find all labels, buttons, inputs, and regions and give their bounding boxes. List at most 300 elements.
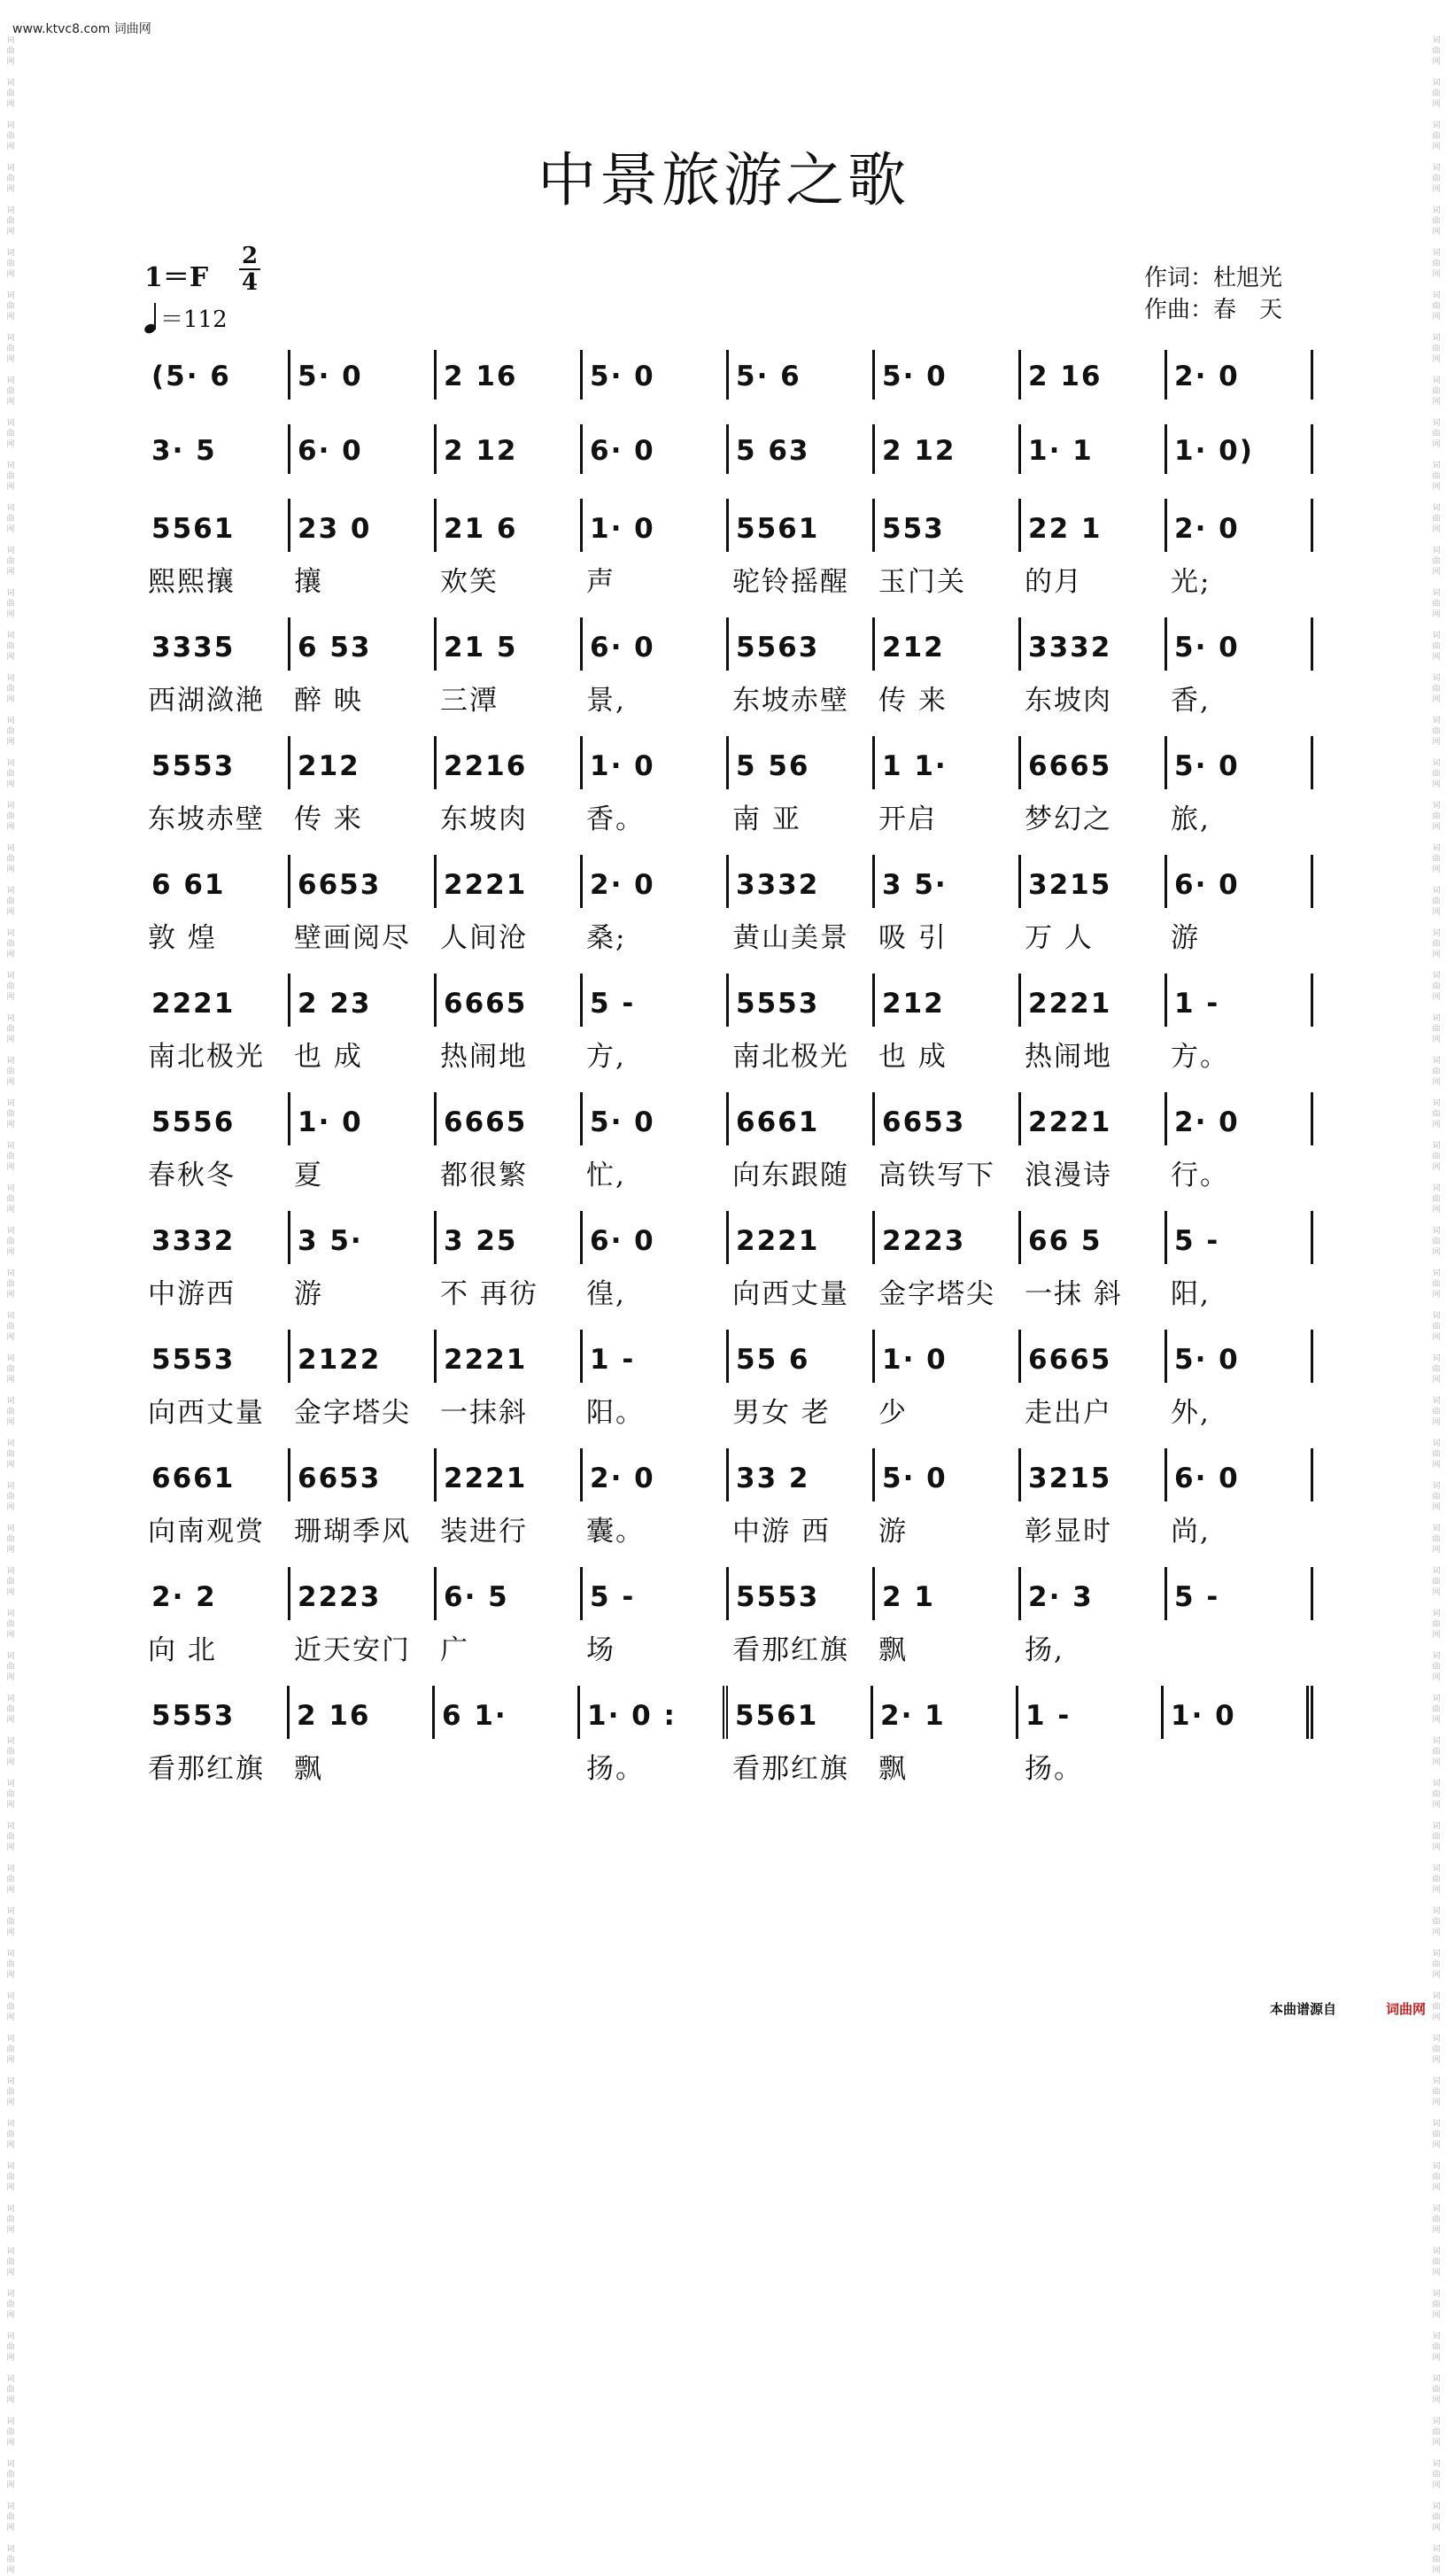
composer-credit: 作曲：春 天: [1144, 297, 1283, 323]
lyrics-row: [144, 1027, 1313, 1080]
measure: [729, 855, 875, 908]
measure: [583, 1567, 729, 1620]
measure-notes: 2 12: [444, 435, 518, 467]
lyric-segment: 开启: [878, 803, 937, 835]
lyric-segment: 也 成: [294, 1040, 363, 1073]
measure: [1021, 974, 1167, 1027]
lyric-segment: 扬。: [586, 1752, 645, 1785]
lyric-segment: 忙,: [586, 1159, 626, 1191]
score-system: [144, 1092, 1313, 1211]
measure: [144, 350, 290, 400]
measure-notes: 5 -: [1174, 1581, 1220, 1613]
lyrics-row: [144, 908, 1313, 961]
measure-notes: 2223: [882, 1225, 966, 1257]
time-signature-bottom: 4: [241, 269, 259, 296]
measure-notes: 3 25: [444, 1225, 518, 1257]
lyric-segment: 热闹地: [440, 1040, 528, 1073]
time-signature: [239, 244, 260, 294]
lyric-segment: 阳。: [586, 1396, 645, 1429]
notation-row: [144, 1448, 1313, 1501]
footer-source: 本曲谱源自: [1269, 2001, 1336, 2017]
lyrics-row: [144, 671, 1313, 724]
lyrics-row: [144, 789, 1313, 842]
score-system: [144, 1211, 1313, 1330]
lyrics-row: [144, 552, 1313, 605]
notation-row: [144, 974, 1313, 1027]
lyric-segment: 三潭: [440, 684, 499, 717]
measure: [290, 1686, 435, 1739]
measure-notes: 6 61: [151, 869, 226, 901]
lyric-segment: 传 来: [878, 684, 948, 717]
lyric-segment: 飘: [878, 1752, 908, 1785]
measure: [875, 1330, 1021, 1383]
lyric-segment: 装进行: [440, 1515, 528, 1548]
measure-notes: 5553: [151, 1344, 236, 1376]
measure: [144, 1092, 290, 1145]
lyric-segment: 不 再彷: [440, 1277, 538, 1310]
measure-notes: (5· 6: [151, 361, 231, 392]
measure: [144, 1567, 290, 1620]
measure: [875, 1448, 1021, 1501]
measure: [437, 1567, 583, 1620]
measure-notes: 2· 0: [1174, 513, 1240, 545]
measure: [875, 617, 1021, 671]
lyric-segment: 向西丈量: [732, 1277, 849, 1310]
measure-notes: 6661: [151, 1463, 236, 1494]
measure-notes: 6653: [298, 1463, 382, 1494]
lyric-segment: 东坡肉: [440, 803, 528, 835]
measure-notes: 6· 5: [444, 1581, 509, 1613]
lyric-segment: 游: [1171, 921, 1200, 954]
measure-notes: 5· 6: [736, 361, 801, 392]
lyric-segment: 南 亚: [732, 803, 801, 835]
measure: [437, 1092, 583, 1145]
measure: [290, 1092, 437, 1145]
measure-notes: 3· 5: [151, 435, 217, 467]
measure: [144, 1448, 290, 1501]
lyric-segment: 声: [586, 565, 615, 598]
score-system: [144, 855, 1313, 974]
measure: [437, 1330, 583, 1383]
time-signature-top: 2: [241, 243, 259, 269]
measure: [290, 617, 437, 671]
measure: [144, 1330, 290, 1383]
lyrics-row: [144, 1383, 1313, 1436]
lyric-segment: 万 人: [1025, 921, 1094, 954]
measure: [728, 1686, 873, 1739]
measure-notes: 6· 0: [298, 435, 363, 467]
score-system: [144, 1330, 1313, 1448]
measure: [873, 1686, 1018, 1739]
notation-row: [144, 1686, 1313, 1739]
measure-notes: 55 6: [736, 1344, 810, 1376]
measure-notes: 23 0: [298, 513, 372, 545]
measure: [729, 350, 875, 400]
measure-notes: 2221: [1028, 988, 1112, 1020]
measure: [1021, 1448, 1167, 1501]
measure: [1021, 1211, 1167, 1264]
score-system: [144, 1567, 1313, 1686]
notation-row: [144, 736, 1313, 789]
measure: [729, 617, 875, 671]
lyric-segment: 也 成: [878, 1040, 948, 1073]
lyric-segment: 尚,: [1171, 1515, 1211, 1548]
measure-notes: 1· 1: [1028, 435, 1094, 467]
measure: [1167, 736, 1313, 789]
measure-notes: 5 56: [736, 750, 810, 782]
measure: [1167, 1448, 1313, 1501]
measure: [1021, 1092, 1167, 1145]
measure-notes: 6· 0: [1174, 1463, 1240, 1494]
measure-notes: 3 5·: [882, 869, 948, 901]
measure-notes: 5· 0: [1174, 750, 1240, 782]
measure: [583, 499, 729, 552]
measure-notes: 5 -: [1174, 1225, 1220, 1257]
score: [144, 350, 1313, 1804]
lyric-segment: 囊。: [586, 1515, 645, 1548]
measure: [290, 1330, 437, 1383]
site-header: www.ktvc8.com 词曲网: [12, 22, 151, 36]
measure-notes: 1· 0: [882, 1344, 948, 1376]
measure: [875, 350, 1021, 400]
measure: [144, 1211, 290, 1264]
measure: [1018, 1686, 1164, 1739]
lyric-segment: 行。: [1171, 1159, 1229, 1191]
lyric-segment: 看那红旗: [148, 1752, 265, 1785]
measure-notes: 1 -: [1174, 988, 1220, 1020]
measure-notes: 3215: [1028, 869, 1112, 901]
measure: [437, 617, 583, 671]
measure: [144, 424, 290, 474]
lyric-segment: 看那红旗: [732, 1752, 849, 1785]
measure-notes: 5· 0: [1174, 1344, 1240, 1376]
score-system: [144, 1448, 1313, 1567]
measure: [1167, 617, 1313, 671]
measure: [437, 1448, 583, 1501]
measure: [1164, 1686, 1313, 1739]
lyric-segment: 中游西: [148, 1277, 236, 1310]
measure: [875, 1211, 1021, 1264]
measure: [1021, 736, 1167, 789]
lyric-segment: 人间沧: [440, 921, 528, 954]
measure-notes: 2 16: [1028, 361, 1103, 392]
measure-notes: 3332: [736, 869, 820, 901]
footer: [1270, 1999, 1426, 2018]
score-system: [144, 350, 1313, 424]
measure-notes: 5553: [736, 1581, 820, 1613]
measure: [290, 974, 437, 1027]
measure: [1167, 424, 1313, 474]
measure: [437, 350, 583, 400]
measure: [729, 1448, 875, 1501]
measure-notes: 6653: [298, 869, 382, 901]
measure-notes: 6665: [1028, 1344, 1112, 1376]
lyric-segment: 旅,: [1171, 803, 1211, 835]
measure-notes: 3332: [1028, 632, 1112, 663]
lyric-segment: 游: [878, 1515, 908, 1548]
measure: [290, 424, 437, 474]
measure: [583, 1330, 729, 1383]
lyric-segment: 向南观赏: [148, 1515, 265, 1548]
measure-notes: 6665: [444, 988, 528, 1020]
measure: [729, 974, 875, 1027]
measure: [1167, 1092, 1313, 1145]
lyric-segment: 珊瑚季风: [294, 1515, 411, 1548]
lyrics-row: [144, 1264, 1313, 1317]
measure: [144, 855, 290, 908]
measure: [1021, 855, 1167, 908]
measure: [1021, 1330, 1167, 1383]
measure-notes: 212: [298, 750, 360, 782]
measure-notes: 6· 0: [590, 1225, 655, 1257]
measure: [583, 1448, 729, 1501]
measure: [437, 1211, 583, 1264]
footer-brand: 词曲网: [1385, 2001, 1426, 2017]
score-system: [144, 424, 1313, 499]
measure: [435, 1686, 580, 1739]
measure-notes: 1· 0): [1174, 435, 1254, 467]
measure: [875, 1567, 1021, 1620]
lyric-segment: 向东跟随: [732, 1159, 849, 1191]
measure: [290, 855, 437, 908]
measure: [1021, 1567, 1167, 1620]
measure-notes: 2· 0: [590, 869, 655, 901]
notation-row: [144, 499, 1313, 552]
measure: [144, 499, 290, 552]
key-signature: 1＝F: [144, 262, 209, 293]
lyric-segment: 攘: [294, 565, 323, 598]
measure: [290, 1567, 437, 1620]
lyric-segment: 香。: [586, 803, 645, 835]
measure: [290, 1211, 437, 1264]
measure-notes: 6· 0: [1174, 869, 1240, 901]
measure-notes: 5· 0: [882, 361, 948, 392]
measure: [1167, 855, 1313, 908]
lyric-segment: 醉 映: [294, 684, 363, 717]
notation-row: [144, 350, 1313, 400]
measure: [729, 499, 875, 552]
lyric-segment: 一抹斜: [440, 1396, 528, 1429]
measure: [583, 974, 729, 1027]
measure-notes: 21 6: [444, 513, 518, 545]
lyric-segment: 近天安门: [294, 1633, 411, 1666]
notation-row: [144, 1567, 1313, 1620]
measure-notes: 2 12: [882, 435, 956, 467]
measure-notes: 212: [882, 988, 945, 1020]
measure: [437, 424, 583, 474]
lyric-segment: 向西丈量: [148, 1396, 265, 1429]
measure-notes: 5 -: [590, 988, 636, 1020]
tempo-value: ＝112: [160, 306, 228, 333]
lyric-segment: 南北极光: [732, 1040, 849, 1073]
lyrics-row: [144, 1620, 1313, 1673]
measure: [583, 736, 729, 789]
lyric-segment: 方,: [586, 1040, 626, 1073]
lyric-segment: 传 来: [294, 803, 363, 835]
lyric-segment: 飘: [878, 1633, 908, 1666]
lyric-segment: 春秋冬: [148, 1159, 236, 1191]
notation-row: [144, 1092, 1313, 1145]
lyric-segment: 场: [586, 1633, 615, 1666]
lyric-segment: 的月: [1025, 565, 1083, 598]
measure-notes: 2221: [151, 988, 236, 1020]
measure: [583, 350, 729, 400]
measure-notes: 2221: [1028, 1106, 1112, 1138]
measure-notes: 1 1·: [882, 750, 948, 782]
lyric-segment: 敦 煌: [148, 921, 217, 954]
measure: [290, 499, 437, 552]
measure: [1167, 974, 1313, 1027]
measure-notes: 5· 0: [1174, 632, 1240, 663]
lyric-segment: 一抹 斜: [1025, 1277, 1123, 1310]
quarter-note-icon: [144, 303, 157, 333]
measure-notes: 6665: [1028, 750, 1112, 782]
lyric-segment: 都很繁: [440, 1159, 528, 1191]
lyric-segment: 东坡肉: [1025, 684, 1112, 717]
measure-notes: 5561: [735, 1700, 819, 1732]
measure-notes: 2· 1: [880, 1700, 946, 1732]
lyric-segment: 梦幻之: [1025, 803, 1112, 835]
score-system: [144, 499, 1313, 617]
lyric-segment: 驼铃摇醒: [732, 565, 849, 598]
measure: [875, 855, 1021, 908]
measure-notes: 2221: [444, 869, 528, 901]
tempo-marking: [144, 301, 228, 334]
measure: [144, 974, 290, 1027]
lyric-segment: 看那红旗: [732, 1633, 849, 1666]
measure: [144, 1686, 290, 1739]
lyric-segment: 吸 引: [878, 921, 948, 954]
lyric-segment: 走出户: [1025, 1396, 1112, 1429]
measure: [729, 1211, 875, 1264]
measure-notes: 1 -: [1025, 1700, 1072, 1732]
measure-notes: 21 5: [444, 632, 518, 663]
notation-row: [144, 424, 1313, 474]
measure-notes: 2· 0: [1174, 361, 1240, 392]
measure-notes: 5553: [151, 1700, 236, 1732]
lyrics-row: [144, 1739, 1313, 1792]
measure-notes: 3 5·: [298, 1225, 363, 1257]
measure-notes: 6· 0: [590, 435, 655, 467]
measure: [1167, 499, 1313, 552]
measure-notes: 5561: [151, 513, 236, 545]
measure-notes: 2221: [444, 1463, 528, 1494]
measure: [1021, 350, 1167, 400]
measure: [437, 974, 583, 1027]
measure-notes: 5· 0: [590, 361, 655, 392]
lyric-segment: 东坡赤壁: [148, 803, 265, 835]
lyric-segment: 夏: [294, 1159, 323, 1191]
measure: [875, 499, 1021, 552]
measure: [1167, 1330, 1313, 1383]
measure: [1021, 617, 1167, 671]
measure: [1167, 1567, 1313, 1620]
lyric-segment: 热闹地: [1025, 1040, 1112, 1073]
lyric-segment: 玉门关: [878, 565, 966, 598]
measure: [729, 736, 875, 789]
lyric-segment: 扬。: [1025, 1752, 1083, 1785]
measure-notes: 3335: [151, 632, 236, 663]
notation-row: [144, 1211, 1313, 1264]
measure-notes: 5563: [736, 632, 820, 663]
lyric-segment: 桑;: [586, 921, 627, 954]
measure-notes: 22 1: [1028, 513, 1103, 545]
measure: [729, 1092, 875, 1145]
measure-notes: 553: [882, 513, 945, 545]
measure-notes: 1 -: [590, 1344, 636, 1376]
lyric-segment: 广: [440, 1633, 469, 1666]
notation-row: [144, 1330, 1313, 1383]
credits: [1144, 262, 1282, 326]
measure: [583, 855, 729, 908]
measure-notes: 1· 0 :: [587, 1700, 677, 1732]
measure-notes: 5553: [151, 750, 236, 782]
lyric-segment: 金字塔尖: [294, 1396, 411, 1429]
measure-notes: 5556: [151, 1106, 236, 1138]
measure-notes: 6· 0: [590, 632, 655, 663]
lyric-segment: 徨,: [586, 1277, 626, 1310]
measure-notes: 2· 0: [1174, 1106, 1240, 1138]
measure: [1021, 499, 1167, 552]
lyric-segment: 南北极光: [148, 1040, 265, 1073]
lyric-segment: 欢笑: [440, 565, 499, 598]
measure-notes: 5553: [736, 988, 820, 1020]
lyric-segment: 游: [294, 1277, 323, 1310]
notation-row: [144, 617, 1313, 671]
measure-notes: 5· 0: [882, 1463, 948, 1494]
measure-notes: 6 53: [298, 632, 372, 663]
score-system: [144, 736, 1313, 855]
lyric-segment: 金字塔尖: [878, 1277, 995, 1310]
measure-notes: 2 23: [298, 988, 372, 1020]
lyric-segment: 中游 西: [732, 1515, 831, 1548]
measure: [729, 424, 875, 474]
score-system: [144, 1686, 1313, 1804]
measure: [583, 1211, 729, 1264]
lyric-segment: 扬,: [1025, 1633, 1064, 1666]
measure-notes: 6653: [882, 1106, 966, 1138]
lyric-segment: 熙熙攘: [148, 565, 236, 598]
measure-notes: 2216: [444, 750, 528, 782]
lyric-segment: 少: [878, 1396, 908, 1429]
measure-notes: 2· 2: [151, 1581, 217, 1613]
measure: [437, 855, 583, 908]
measure: [729, 1330, 875, 1383]
measure: [437, 499, 583, 552]
measure-notes: 3332: [151, 1225, 236, 1257]
measure: [580, 1686, 728, 1739]
lyric-segment: 黄山美景: [732, 921, 849, 954]
measure-notes: 5· 0: [590, 1106, 655, 1138]
measure-notes: 2· 0: [590, 1463, 655, 1494]
lyric-segment: 壁画阅尽: [294, 921, 411, 954]
notation-row: [144, 855, 1313, 908]
side-watermark-right: 词 曲 网 词 曲 网 词 曲 网 词 曲 网 词 曲 网 词 曲 网 词 曲 网 词 曲 网 词 曲 网 词 曲 网 词 曲 网 词 曲 网 词 曲 网 词 曲 网 词 曲 网 词 曲 网 词 曲 网 词 曲 网 词 曲 网 词 曲 网 词 曲 网 词 曲 网 词 曲 网 词 曲 网 词 曲 网 词 曲 网 词 曲 网 词 曲 网 词 曲 网 词 曲 网 词 曲 网 词 曲 网 词 曲 网 词 曲 网 词 曲 网 词 曲 网 词 曲 网 词 曲 网 词 曲 网 词 曲 网 词 曲 网 词 曲 网 词 曲 网 词 曲 网 词 曲 网 词 曲 网 词 曲 网 词 曲 网 词 曲 网 词 曲 网 词 曲 网 词 曲 网 词 曲 网 词 曲 网 词 曲 网 词 曲 网 词 曲 网 词 曲 网 词 曲 网 词 曲 网: [1432, 36, 1441, 2575]
measure-notes: 2 16: [444, 361, 518, 392]
lyric-segment: 外,: [1171, 1396, 1211, 1429]
measure: [437, 736, 583, 789]
measure-notes: 5 63: [736, 435, 810, 467]
measure-notes: 2 1: [882, 1581, 935, 1613]
measure-notes: 5· 0: [298, 361, 363, 392]
measure: [875, 974, 1021, 1027]
measure: [875, 424, 1021, 474]
measure: [1021, 424, 1167, 474]
measure-notes: 1· 0: [590, 750, 655, 782]
measure-notes: 212: [882, 632, 945, 663]
page-title: 中景旅游之歌: [538, 146, 909, 214]
measure-notes: 5561: [736, 513, 820, 545]
